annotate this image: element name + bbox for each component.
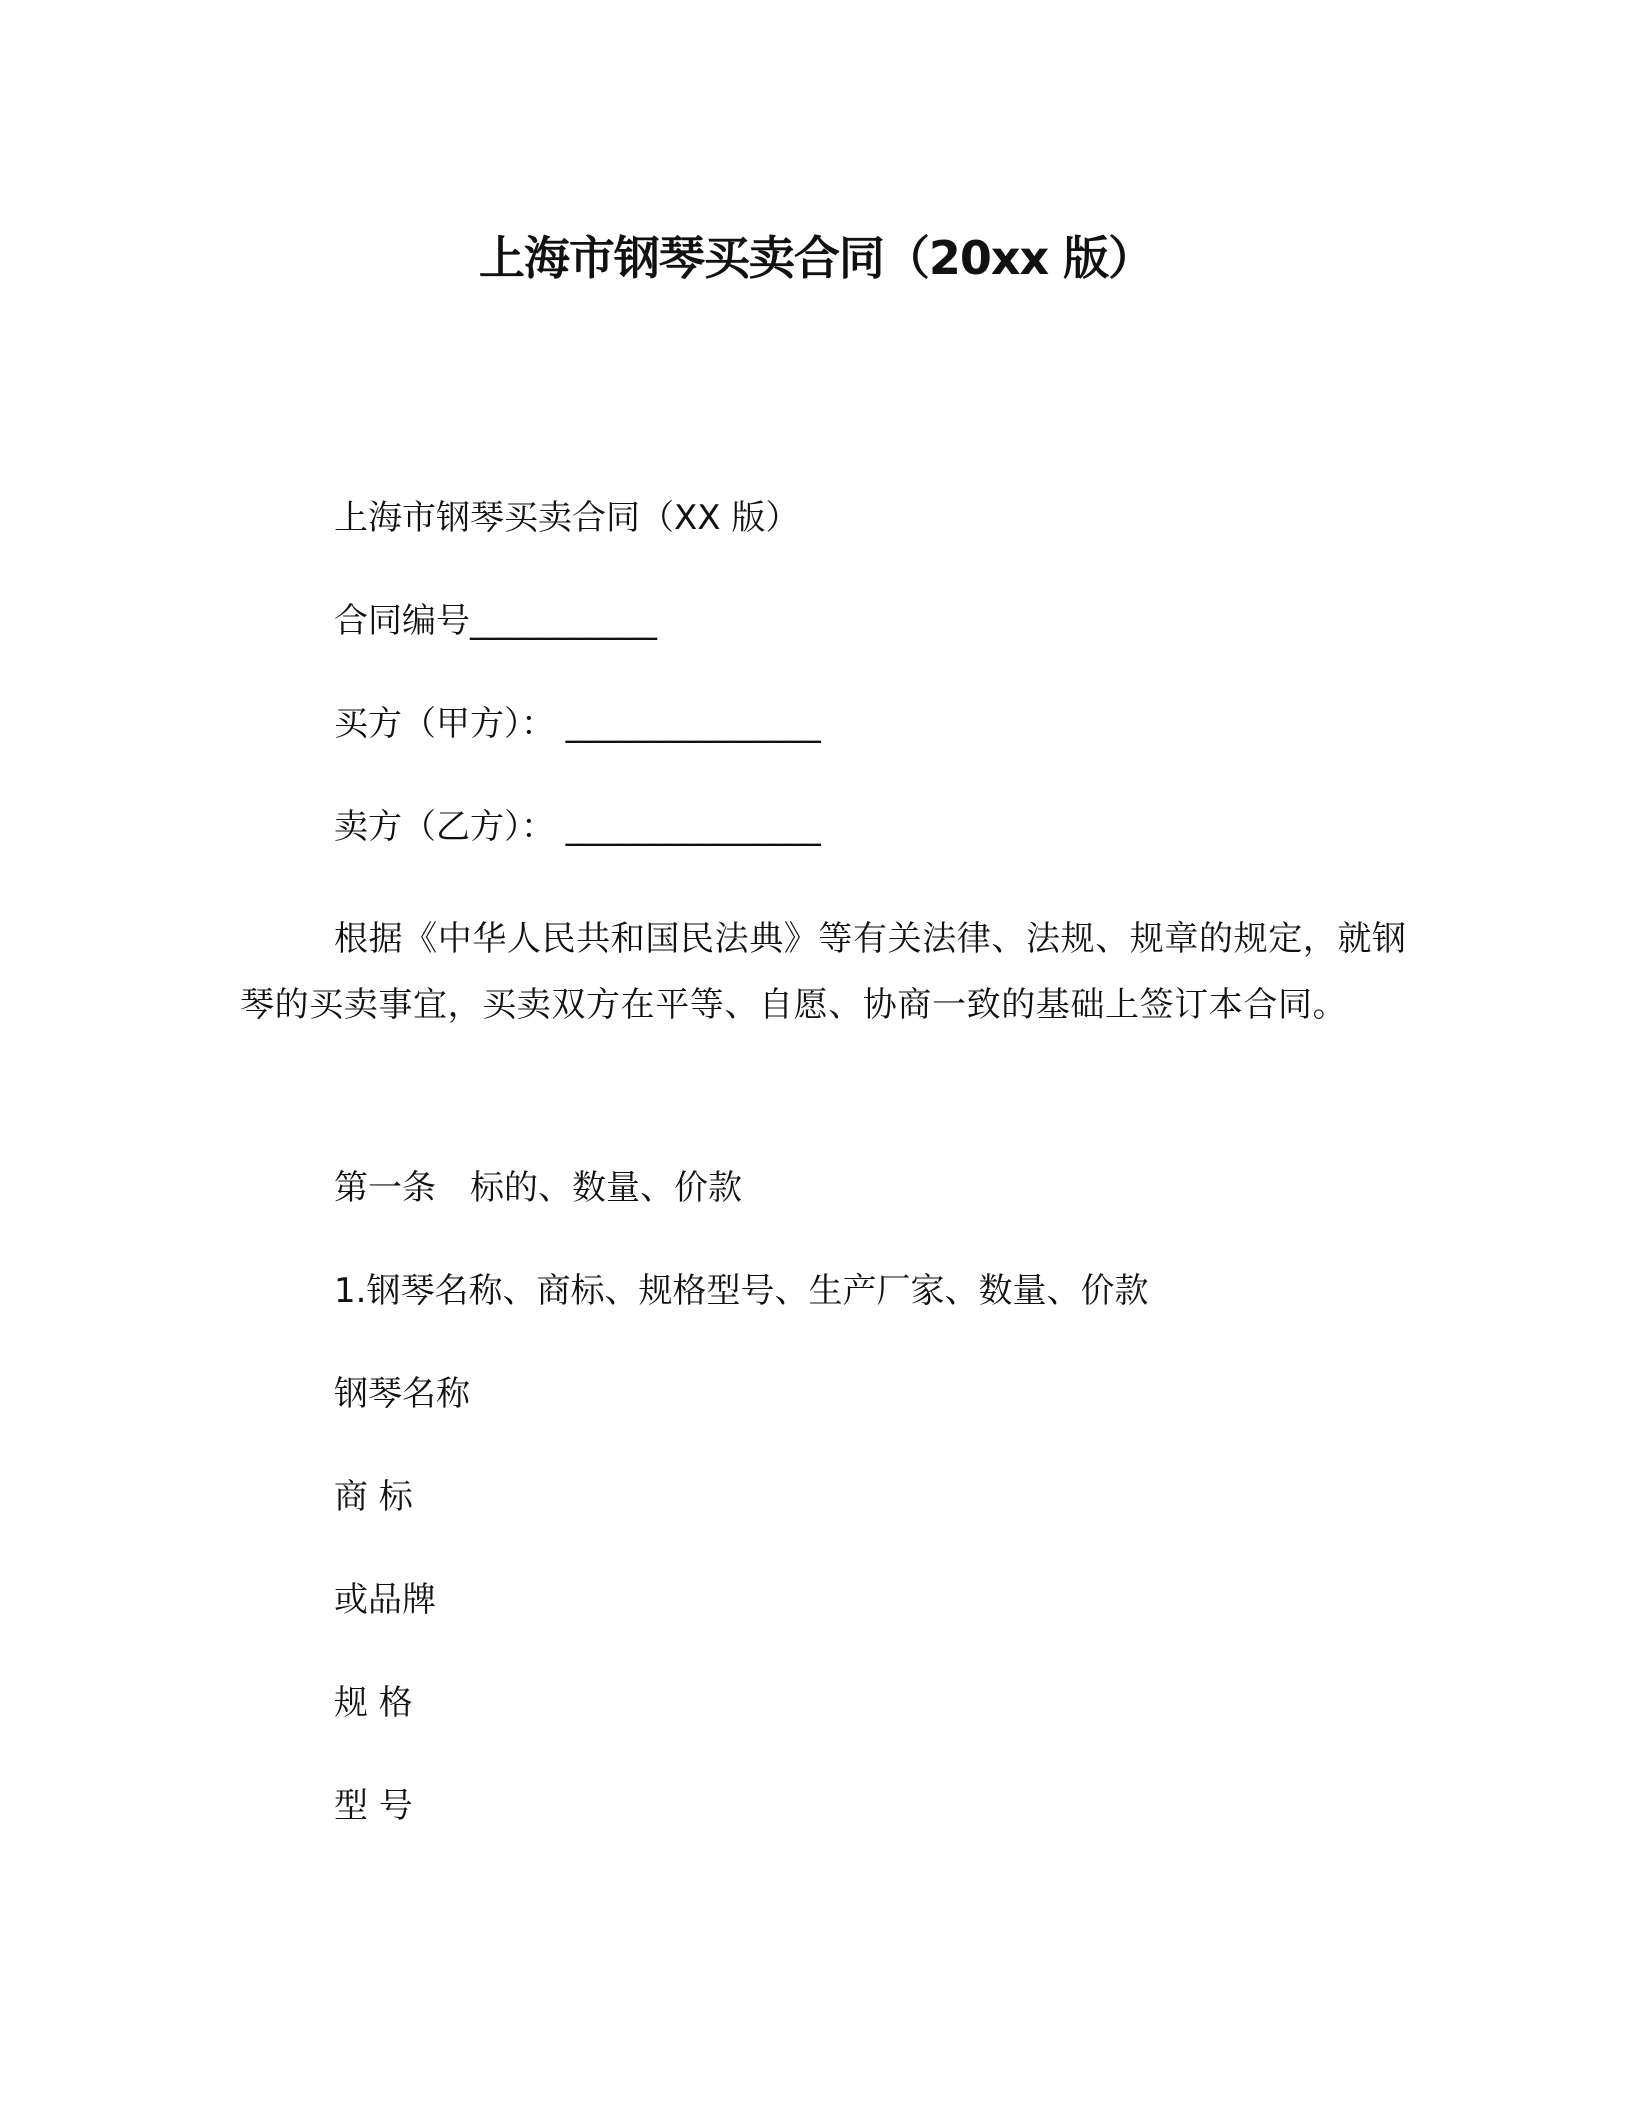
field-label-trademark: 商 标 bbox=[334, 1477, 413, 1517]
subtitle: 上海市钢琴买卖合同（XX 版） bbox=[334, 498, 800, 538]
article-1-heading: 第一条 标的、数量、价款 bbox=[334, 1168, 742, 1208]
field-label-piano-name: 钢琴名称 bbox=[334, 1374, 470, 1414]
buyer-field: 买方（甲方）： _______________ bbox=[334, 704, 821, 744]
seller-field: 卖方（乙方）： _______________ bbox=[334, 807, 821, 847]
contract-number-field: 合同编号___________ bbox=[334, 601, 657, 641]
field-label-model: 型 号 bbox=[334, 1786, 413, 1826]
preamble-paragraph: 根据《中华人民共和国民法典》等有关法律、法规、规章的规定，就钢琴的买卖事宜，买卖双方在平等、自愿、协商一致的基础上签订本合同。 bbox=[240, 919, 1407, 1025]
field-label-spec: 规 格 bbox=[334, 1683, 413, 1723]
document-title: 上海市钢琴买卖合同（20xx 版） bbox=[478, 231, 1154, 285]
article-1-item-1: 1.钢琴名称、商标、规格型号、生产厂家、数量、价款 bbox=[334, 1271, 1149, 1311]
field-label-brand: 或品牌 bbox=[334, 1580, 436, 1620]
